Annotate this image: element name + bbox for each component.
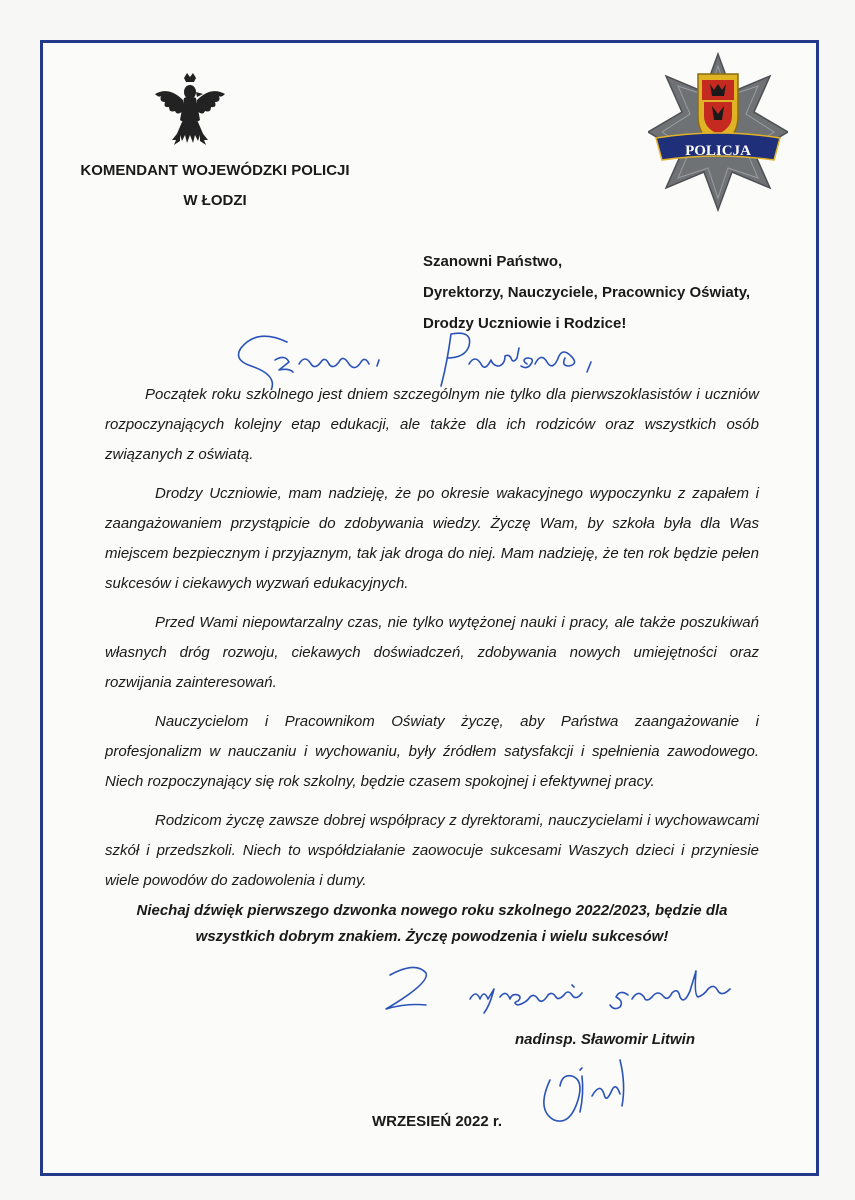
body-paragraph-3: Przed Wami niepowtarzalny czas, nie tylko wytężonej nauki i pracy, ale także poszukiwań własnych dróg rozwoju, ciekawych doświadczeń, zdobywania nowych umiejętności oraz rozwijania zainteresowań. — [105, 614, 759, 691]
greeting-line-1: Szanowni Państwo, — [423, 253, 563, 270]
closing-wishes — [105, 898, 759, 950]
badge-label: POLICJA — [685, 143, 751, 159]
police-badge-logo — [648, 52, 788, 212]
closing-line-2: wszystkich dobrym znakiem. Życzę powodzenia i wielu sukcesów! — [195, 928, 669, 945]
letter-date: WRZESIEŃ 2022 r. — [372, 1113, 503, 1130]
handwritten-regards — [360, 955, 780, 1035]
body-paragraph-1: Początek roku szkolnego jest dniem szczególnym nie tylko dla pierwszoklasistów i uczniów rozpoczynających kolejny etap edukacji, ale także dla ich rodziców oraz wszystkich osób związanych z oświatą. — [105, 386, 759, 463]
handwritten-signature — [520, 1040, 720, 1130]
issuer-header — [50, 156, 380, 216]
signer-name: nadinsp. Sławomir Litwin — [515, 1031, 696, 1048]
body-paragraph-4: Nauczycielom i Pracownikom Oświaty życzę, aby Państwa zaangażowanie i profesjonalizm w nauczaniu i wychowaniu, były źródłem satysfakcji i spełnienia zawodowego. Niech rozpoczynający się rok szkolny, będzie czasem spokojnej i efektywnej pracy. — [105, 713, 759, 790]
issuer-location: W ŁODZI — [183, 192, 247, 209]
issuer-title: KOMENDANT WOJEWÓDZKI POLICJI — [80, 162, 350, 179]
body-paragraph-5: Rodzicom życzę zawsze dobrej współpracy z dyrektorami, nauczycielami i wychowawcami szkół i przedszkoli. Niech to współdziałanie zaowocuje sukcesami Waszych dzieci i przyniesie wiele powodów do zadowolenia i dumy. — [105, 812, 759, 889]
greeting-line-2: Dyrektorzy, Nauczyciele, Pracownicy Oświaty, — [423, 284, 751, 301]
body-paragraph-2: Drodzy Uczniowie, mam nadzieję, że po okresie wakacyjnego wypoczynku z zapałem i zaangażowaniem przystąpicie do zdobywania wiedzy. Życzę Wam, by szkoła była dla Was miejscem bezpiecznym i przyjaznym, tak jak droga do niej. Mam nadzieję, że ten rok będzie pełen sukcesów i ciekawych wyzwań edukacyjnych. — [105, 485, 759, 592]
greeting-line-3: Drodzy Uczniowie i Rodzice! — [423, 315, 627, 332]
letter-body — [105, 380, 759, 905]
closing-line-1: Niechaj dźwięk pierwszego dzwonka nowego roku szkolnego 2022/2023, będzie dla — [136, 902, 728, 919]
polish-eagle-emblem — [150, 70, 230, 160]
